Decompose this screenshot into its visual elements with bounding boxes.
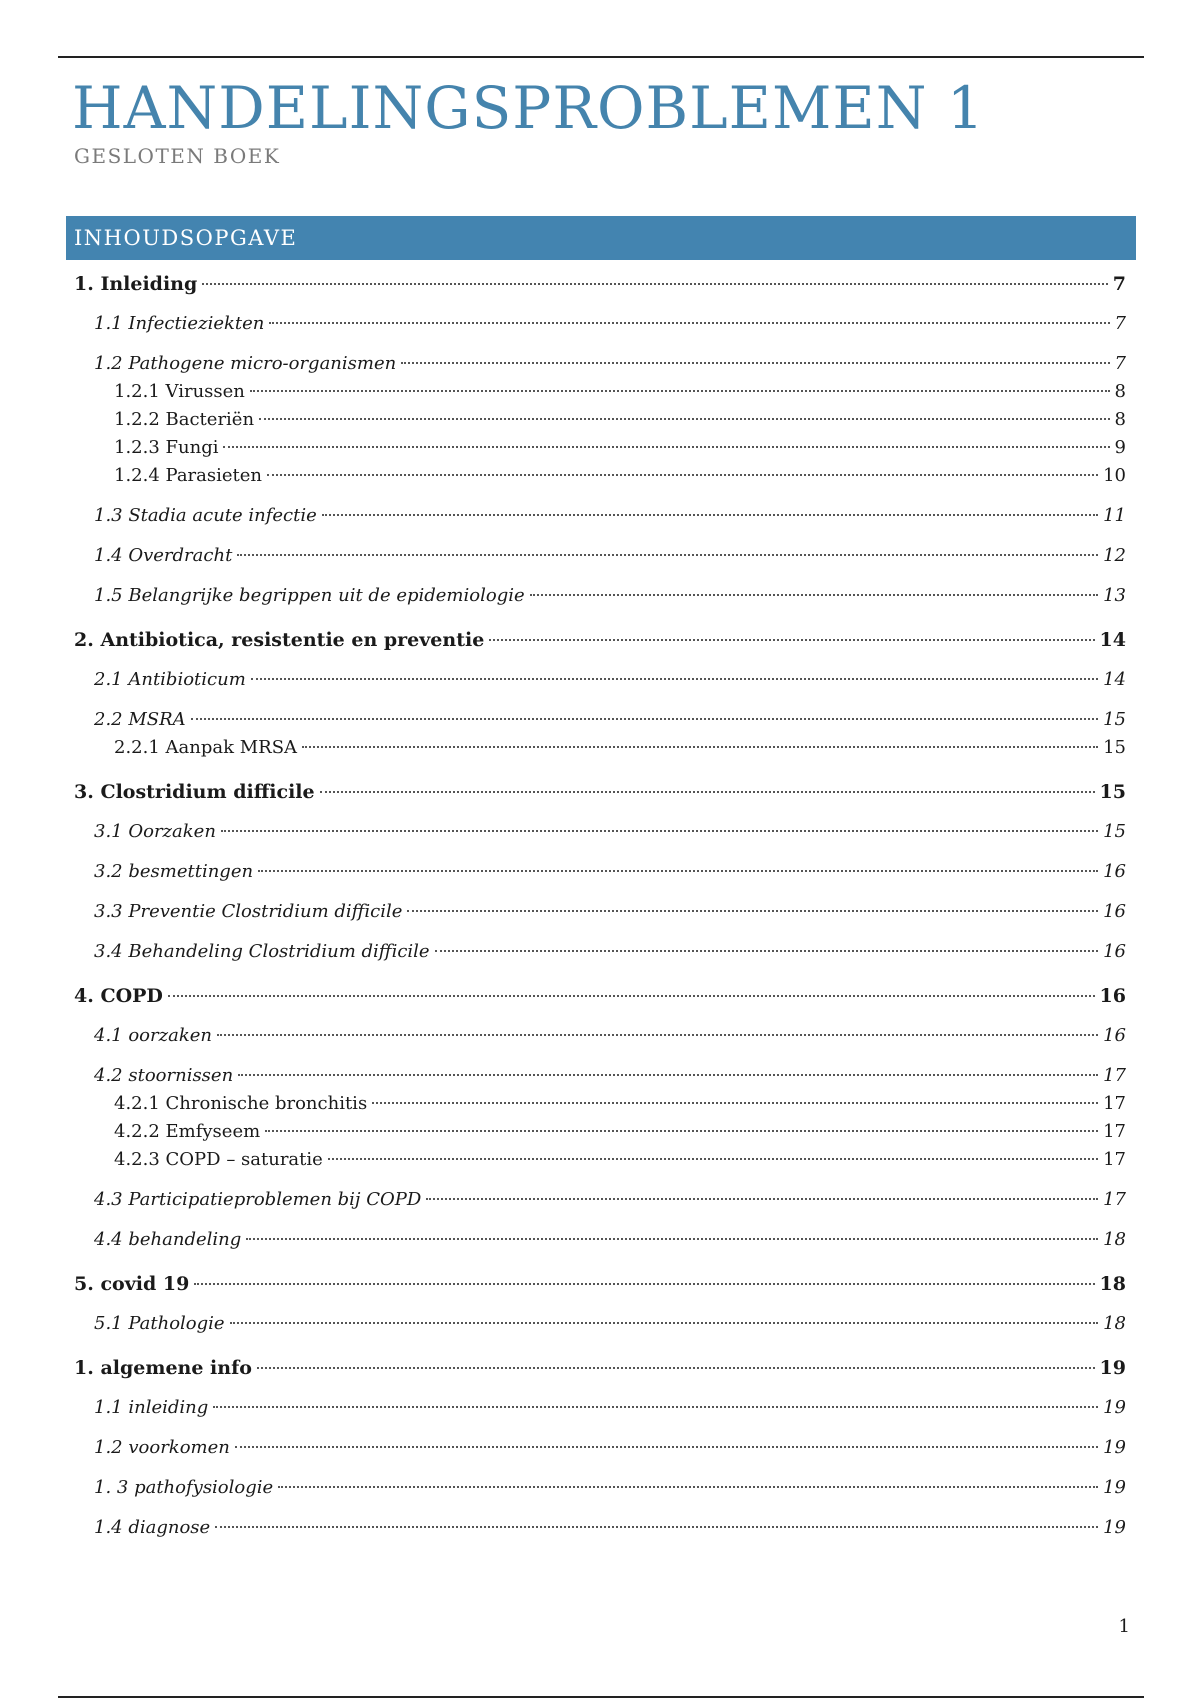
dot-leader <box>530 594 1098 596</box>
toc-entry-page: 9 <box>1114 437 1126 458</box>
toc-entry-page: 16 <box>1103 1025 1126 1046</box>
toc-entry-title: 4.2.1 Chronische bronchitis <box>114 1093 368 1114</box>
toc-entry-page: 16 <box>1103 941 1126 962</box>
toc-entry-title: 3.1 Oorzaken <box>94 821 216 842</box>
toc-entry[interactable] <box>74 270 1126 298</box>
toc-entry[interactable] <box>74 1118 1126 1146</box>
dot-leader <box>217 1034 1098 1036</box>
toc-heading: INHOUDSOPGAVE <box>66 216 1136 260</box>
toc-entry-title: 1. algemene info <box>74 1357 252 1379</box>
toc-entry[interactable] <box>74 1514 1126 1542</box>
toc-entry-page: 7 <box>1114 353 1126 374</box>
toc-entry-page: 15 <box>1099 781 1126 803</box>
toc-entry[interactable] <box>74 734 1126 762</box>
toc-entry-page: 17 <box>1103 1149 1126 1170</box>
toc-entry[interactable] <box>74 378 1126 406</box>
toc-entry-title: 2.2 MSRA <box>94 709 186 730</box>
toc-entry[interactable] <box>74 858 1126 886</box>
toc-entry[interactable] <box>74 1226 1126 1254</box>
dot-leader <box>223 446 1109 448</box>
dot-leader <box>215 1526 1098 1528</box>
bottom-rule <box>58 1696 1144 1698</box>
toc-entry-page: 12 <box>1103 545 1126 566</box>
dot-leader <box>259 418 1109 420</box>
dot-leader <box>250 390 1110 392</box>
dot-leader <box>246 1238 1098 1240</box>
toc-entry[interactable] <box>74 666 1126 694</box>
document-title: HANDELINGSPROBLEMEN 1 <box>72 74 985 142</box>
toc-entry-page: 7 <box>1114 313 1126 334</box>
toc-entry-title: 4.2.2 Emfyseem <box>114 1121 261 1142</box>
toc-entry[interactable] <box>74 1062 1126 1090</box>
toc-entry[interactable] <box>74 1354 1126 1382</box>
toc-entry-title: 3.3 Preventie Clostridium difficile <box>94 901 403 922</box>
page-number: 1 <box>1118 1616 1130 1637</box>
toc-entry-page: 18 <box>1103 1313 1126 1334</box>
toc-entry-page: 8 <box>1114 381 1126 402</box>
toc-entry-title: 3.4 Behandeling Clostridium difficile <box>94 941 430 962</box>
dot-leader <box>302 746 1098 748</box>
toc-entry-page: 13 <box>1103 585 1126 606</box>
toc-entry-page: 17 <box>1103 1065 1126 1086</box>
dot-leader <box>257 1367 1095 1369</box>
dot-leader <box>238 1074 1098 1076</box>
toc-entry-title: 4. COPD <box>74 985 163 1007</box>
dot-leader <box>322 514 1098 516</box>
toc-entry-title: 1.1 Infectieziekten <box>94 313 265 334</box>
toc-entry[interactable] <box>74 462 1126 490</box>
toc-entry-title: 4.3 Participatieproblemen bij COPD <box>94 1189 422 1210</box>
toc-entry[interactable] <box>74 1310 1126 1338</box>
toc-entry-title: 5.1 Pathologie <box>94 1313 225 1334</box>
toc-entry[interactable] <box>74 938 1126 966</box>
toc-entry-page: 19 <box>1103 1517 1126 1538</box>
toc-entry-title: 1.4 diagnose <box>94 1517 211 1538</box>
dot-leader <box>278 1486 1098 1488</box>
toc-entry[interactable] <box>74 778 1126 806</box>
table-of-contents <box>74 270 1126 1542</box>
toc-entry-page: 19 <box>1099 1357 1126 1379</box>
toc-entry-title: 1.1 inleiding <box>94 1397 209 1418</box>
toc-entry-page: 17 <box>1103 1093 1126 1114</box>
toc-entry[interactable] <box>74 898 1126 926</box>
toc-entry-page: 19 <box>1103 1477 1126 1498</box>
toc-entry[interactable] <box>74 310 1126 338</box>
dot-leader <box>407 910 1098 912</box>
toc-entry[interactable] <box>74 982 1126 1010</box>
toc-entry[interactable] <box>74 350 1126 378</box>
toc-entry-title: 1.2.3 Fungi <box>114 437 219 458</box>
toc-entry-title: 1.2 Pathogene micro-organismen <box>94 353 397 374</box>
dot-leader <box>191 718 1098 720</box>
toc-entry[interactable] <box>74 1270 1126 1298</box>
toc-entry-page: 8 <box>1114 409 1126 430</box>
toc-entry-title: 1.2.2 Bacteriën <box>114 409 255 430</box>
toc-entry-title: 2.1 Antibioticum <box>94 669 246 690</box>
toc-entry-page: 16 <box>1099 985 1126 1007</box>
toc-entry-page: 19 <box>1103 1437 1126 1458</box>
toc-entry[interactable] <box>74 818 1126 846</box>
toc-entry-title: 5. covid 19 <box>74 1273 190 1295</box>
dot-leader <box>258 870 1098 872</box>
toc-entry-page: 18 <box>1099 1273 1126 1295</box>
toc-entry-title: 1.2.1 Virussen <box>114 381 245 402</box>
toc-entry-page: 17 <box>1103 1189 1126 1210</box>
dot-leader <box>435 950 1099 952</box>
toc-entry-page: 10 <box>1103 465 1126 486</box>
dot-leader <box>202 283 1107 285</box>
dot-leader <box>426 1198 1098 1200</box>
top-rule <box>58 56 1144 58</box>
dot-leader <box>401 362 1109 364</box>
dot-leader <box>489 639 1094 641</box>
toc-entry-title: 4.1 oorzaken <box>94 1025 212 1046</box>
dot-leader <box>168 995 1095 997</box>
toc-entry[interactable] <box>74 1186 1126 1214</box>
toc-entry[interactable] <box>74 626 1126 654</box>
dot-leader <box>265 1130 1098 1132</box>
toc-entry[interactable] <box>74 1146 1126 1174</box>
toc-entry-page: 16 <box>1103 901 1126 922</box>
toc-entry-title: 4.2 stoornissen <box>94 1065 234 1086</box>
document-subtitle: GESLOTEN BOEK <box>74 144 281 168</box>
toc-entry-title: 1.5 Belangrijke begrippen uit de epidemiologie <box>94 585 525 606</box>
dot-leader <box>230 1322 1099 1324</box>
dot-leader <box>213 1406 1098 1408</box>
toc-entry[interactable] <box>74 502 1126 530</box>
toc-entry-title: 3.2 besmettingen <box>94 861 254 882</box>
toc-entry-title: 1. Inleiding <box>74 273 198 295</box>
toc-entry[interactable] <box>74 1022 1126 1050</box>
toc-entry-page: 14 <box>1099 629 1126 651</box>
toc-entry-title: 4.2.3 COPD – saturatie <box>114 1149 323 1170</box>
toc-entry[interactable] <box>74 1090 1126 1118</box>
toc-entry[interactable] <box>74 1434 1126 1462</box>
dot-leader <box>320 791 1095 793</box>
toc-entry[interactable] <box>74 1474 1126 1502</box>
toc-entry[interactable] <box>74 542 1126 570</box>
toc-entry-page: 15 <box>1103 737 1126 758</box>
toc-entry-page: 17 <box>1103 1121 1126 1142</box>
toc-entry-page: 11 <box>1103 505 1126 526</box>
dot-leader <box>328 1158 1098 1160</box>
toc-entry[interactable] <box>74 706 1126 734</box>
toc-entry[interactable] <box>74 1394 1126 1422</box>
dot-leader <box>267 474 1098 476</box>
dot-leader <box>237 554 1098 556</box>
dot-leader <box>269 322 1109 324</box>
toc-entry[interactable] <box>74 582 1126 610</box>
toc-entry-title: 4.4 behandeling <box>94 1229 242 1250</box>
toc-entry-title: 1.4 Overdracht <box>94 545 233 566</box>
dot-leader <box>251 678 1098 680</box>
toc-entry-title: 2.2.1 Aanpak MRSA <box>114 737 298 758</box>
dot-leader <box>235 1446 1098 1448</box>
toc-entry-page: 15 <box>1103 821 1126 842</box>
toc-entry-page: 19 <box>1103 1397 1126 1418</box>
dot-leader <box>221 830 1098 832</box>
dot-leader <box>372 1102 1098 1104</box>
toc-entry-title: 1.3 Stadia acute infectie <box>94 505 317 526</box>
toc-entry-title: 3. Clostridium difficile <box>74 781 315 803</box>
toc-entry-page: 18 <box>1103 1229 1126 1250</box>
toc-entry-page: 7 <box>1112 273 1126 295</box>
toc-entry-title: 1.2.4 Parasieten <box>114 465 263 486</box>
toc-entry-page: 16 <box>1103 861 1126 882</box>
toc-entry-page: 14 <box>1103 669 1126 690</box>
toc-entry-page: 15 <box>1103 709 1126 730</box>
toc-entry-title: 1.2 voorkomen <box>94 1437 230 1458</box>
toc-entry[interactable] <box>74 434 1126 462</box>
dot-leader <box>194 1283 1094 1285</box>
toc-entry-title: 1. 3 pathofysiologie <box>94 1477 274 1498</box>
toc-entry[interactable] <box>74 406 1126 434</box>
toc-entry-title: 2. Antibiotica, resistentie en preventie <box>74 629 485 651</box>
